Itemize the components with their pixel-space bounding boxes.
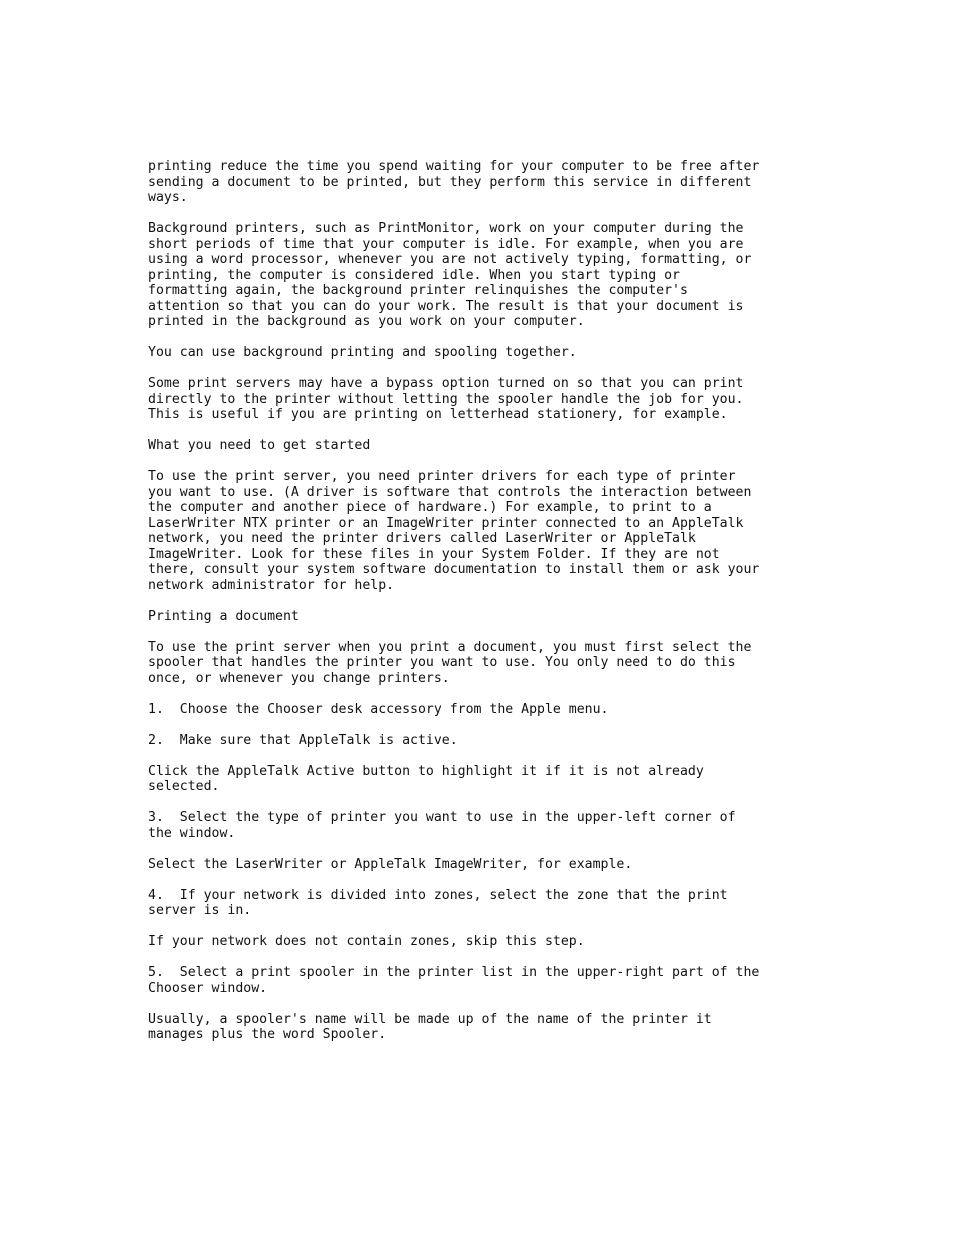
paragraph-background-and-spooling: You can use background printing and spooling together. <box>148 345 577 360</box>
step-2: 2. Make sure that AppleTalk is active. <box>148 732 458 748</box>
step-3-note: Select the LaserWriter or AppleTalk ImageWriter, for example. <box>148 856 633 872</box>
paragraph-background-printers: Background printers, such as PrintMonitor, work on your computer during the short periods of time that your computer is idle. For example, when you are using a word processor, whenever you are not actively typing, formatting, or printing, the computer is considered idle. When you start typing or formatting again, the background printer relinquishes the computer's attention so that you can do your work. The result is that your document is printed in the background as you work on your computer. <box>148 221 752 329</box>
heading-what-you-need: What you need to get started <box>148 438 371 453</box>
document-body <box>148 159 848 1058</box>
heading-printing-a-document: Printing a document <box>148 608 299 624</box>
step-5-note: Usually, a spooler's name will be made up of the name of the printer it manages plus the word Spooler. <box>148 1011 712 1042</box>
step-2-note: Click the AppleTalk Active button to highlight it if it is not already selected. <box>148 763 704 794</box>
step-1: 1. Choose the Chooser desk accessory from the Apple menu. <box>148 701 609 717</box>
paragraph-bypass-option: Some print servers may have a bypass option turned on so that you can print directly to the printer without letting the spooler handle the job for you. This is useful if you are printing on letterhead stationery, for example. <box>148 376 744 422</box>
step-4: 4. If your network is divided into zones, select the zone that the print server is in. <box>148 887 728 918</box>
step-5: 5. Select a print spooler in the printer list in the upper-right part of the Chooser window. <box>148 965 760 996</box>
paragraph-printer-drivers: To use the print server, you need printer drivers for each type of printer you want to use. (A driver is software that controls the interaction between the computer and another piece of hardware.) For example, to print to a LaserWriter NTX printer or an ImageWriter printer connected to an AppleTalk network, you need the printer drivers called LaserWriter or AppleTalk ImageWriter. Look for these files in your System Folder. If they are not there, consult your system software documentation to install them or ask your network administrator for help. <box>148 469 760 593</box>
paragraph-select-spooler: To use the print server when you print a document, you must first select the spooler that handles the printer you want to use. You only need to do this once, or whenever you change printers. <box>148 639 752 686</box>
step-4-note: If your network does not contain zones, skip this step. <box>148 934 585 949</box>
paragraph-intro-continued: printing reduce the time you spend waiting for your computer to be free after sending a document to be printed, but they perform this service in different ways. <box>148 159 760 205</box>
step-3: 3. Select the type of printer you want to use in the upper-left corner of the window. <box>148 810 736 841</box>
